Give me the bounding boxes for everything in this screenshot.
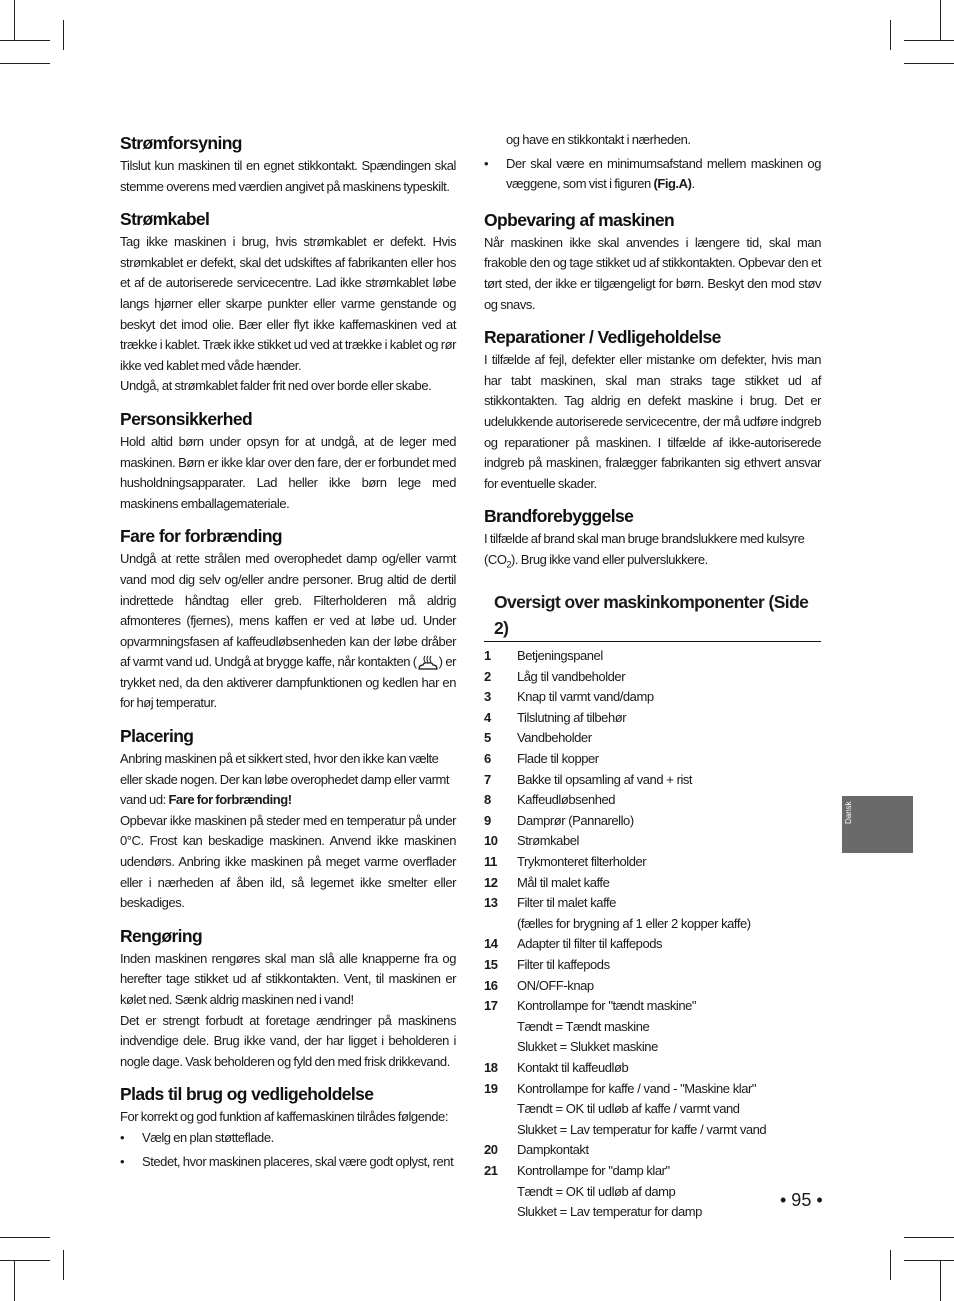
section-text-brandforebyggelse [484, 529, 821, 575]
section-text-plads: For korrekt og god funktion af kaffemaskinen tilrådes følgende: [120, 1109, 448, 1125]
part-line: Trykmonteret filterholder [517, 854, 647, 870]
crop-mark [890, 20, 891, 50]
figure-reference: (Fig.A) [653, 176, 692, 192]
part-line: Dampkontakt [517, 1142, 589, 1158]
section-text-stromkabel-2: Undgå, at strømkablet falder frit ned over borde eller skabe. [120, 378, 432, 394]
part-description [517, 728, 766, 749]
crop-mark [940, 0, 941, 40]
part-line: Kontrollampe for "tændt maskine" [517, 998, 697, 1014]
section-title-rengoring: Rengøring [120, 925, 203, 946]
part-description [517, 1079, 766, 1141]
part-description [517, 934, 766, 955]
part-number: 21 [484, 1162, 498, 1178]
parts-row [484, 708, 766, 729]
overview-title: Oversigt over maskinkomponenter (Side 2) [484, 589, 821, 642]
part-line: Tændt = Tændt maskine [517, 1018, 650, 1034]
text-part: Der skal være en minimumsafstand mellem maskinen og væggene, som vist i figuren [506, 155, 821, 192]
parts-row [484, 646, 766, 667]
parts-row [484, 790, 766, 811]
part-number: 19 [484, 1080, 498, 1096]
part-description [517, 770, 766, 791]
parts-row [484, 770, 766, 791]
parts-row [484, 955, 766, 976]
part-number: 18 [484, 1059, 498, 1075]
part-number: 20 [484, 1142, 498, 1158]
part-description [517, 1161, 766, 1223]
crop-mark [0, 63, 50, 64]
part-description [517, 1140, 766, 1161]
left-column [120, 130, 456, 1175]
part-line: ON/OFF-knap [517, 977, 594, 993]
section-text-opbevaring: Når maskinen ikke skal anvendes i længere tid, skal man frakoble den og tage stikket ud af stikkontakten. Opbevar den et tørt sted, der ikke er tilgængeligt for børn. Beskyt den mod støv og snavs. [484, 234, 821, 312]
parts-row [484, 687, 766, 708]
part-number: 14 [484, 936, 498, 952]
section-title-opbevaring: Opbevaring af maskinen [484, 209, 675, 230]
crop-mark [63, 20, 64, 50]
parts-list [484, 646, 766, 1223]
steam-switch-icon [417, 654, 439, 672]
part-description [517, 749, 766, 770]
part-number: 5 [484, 730, 491, 746]
part-number: 9 [484, 812, 491, 828]
part-line: Slukket = Slukket maskine [517, 1039, 658, 1055]
section-text-rengoring: Inden maskinen rengøres skal man slå alle knapperne fra og herefter tage stikket ud af stikkontakten. Vent, til maskinen er kølet ned. Sænk aldrig maskinen ned i vand! [120, 950, 456, 1007]
part-number: 11 [484, 854, 497, 870]
right-column [484, 130, 821, 1223]
section-text-placering-2: Opbevar ikke maskinen på steder med en temperatur på under 0°C. Frost kan beskadige maskinen. Anvend ikke maskinen udendørs. Anbring ikke maskinen på meget varme overflader eller i nærheden af åben ild, så legemet ikke smelter eller beskadiges. [120, 812, 456, 911]
section-title-placering: Placering [120, 726, 194, 747]
section-text-stromforsyning: Tilslut kun maskinen til en egnet stikkontakt. Spændingen skal stemme overens med værdien angivet på maskinens typeskilt. [120, 158, 456, 194]
part-description [517, 873, 766, 894]
part-description [517, 1058, 766, 1079]
part-number: 8 [484, 792, 491, 808]
part-description [517, 976, 766, 997]
language-tab [842, 796, 913, 853]
parts-row [484, 749, 766, 770]
parts-row [484, 873, 766, 894]
part-line: Betjeningspanel [517, 648, 603, 664]
part-description [517, 646, 766, 667]
part-number: 2 [484, 668, 491, 684]
part-description [517, 893, 766, 934]
list-item: • Vælg en plan støtteflade. [120, 1128, 456, 1149]
text-part: . [691, 176, 695, 192]
part-description [517, 852, 766, 873]
warning-bold: Fare for forbrænding! [168, 792, 292, 808]
subscript: 2 [506, 559, 512, 570]
text-part: Undgå at rette strålen med overophedet damp og/eller varmt vand mod dig selv og/eller andre personer. Brug altid de dertil indrettede håndtag eller greb. Filterholderen må aldrig afmonteres (fjernes), mens kaffen er ved at løbe ud. Under opvarmningsfasen af kaffeudløbsenheden kan der løbe dråber af varmt vand ud. Undgå at brygge kaffe, når kontakten ( [120, 551, 456, 670]
language-tab-label: Dansk [844, 801, 853, 824]
crop-mark [14, 1261, 15, 1301]
part-description [517, 790, 766, 811]
section-title-personsikkerhed: Personsikkerhed [120, 408, 253, 429]
part-line: Knap til varmt vand/damp [517, 689, 654, 705]
section-text-placering [120, 749, 456, 811]
part-description [517, 708, 766, 729]
part-line: Mål til malet kaffe [517, 874, 610, 890]
part-line: Tændt = OK til udløb af damp [517, 1183, 676, 1199]
part-number: 3 [484, 689, 491, 705]
part-number: 1 [484, 648, 491, 664]
part-number: 6 [484, 751, 491, 767]
text-part: I tilfælde af brand skal man bruge brandslukkere med kulsyre (CO [484, 531, 805, 567]
part-line: Kaffeudløbsenhed [517, 792, 616, 808]
section-text-stromkabel: Tag ikke maskinen i brug, hvis strømkablet er defekt. Hvis strømkablet er defekt, skal det udskiftes af fabrikanten eller hos et af de autoriserede servicecentre. Lad ikke strømkablet løbe langs hjørner eller skarpe punkter eller varme genstande og beskyt det imod olie. Bær eller flyt ikke kaffemaskinen ved at trække i kablet. Træk ikke stikket ud ved at trække i kablet og rør ikke ved kablet med våde hænder. [120, 234, 456, 373]
part-line: Adapter til filter til kaffepods [517, 936, 663, 952]
part-number: 4 [484, 709, 491, 725]
crop-mark [0, 40, 50, 41]
list-item-continuation: og have en stikkontakt i nærheden. [506, 132, 691, 147]
part-number: 7 [484, 771, 491, 787]
part-number: 17 [484, 998, 498, 1014]
crop-mark [14, 0, 15, 40]
section-title-reparationer: Reparationer / Vedligeholdelse [484, 327, 721, 348]
part-description [517, 831, 766, 852]
part-number: 15 [484, 957, 498, 972]
part-description [517, 687, 766, 708]
parts-row [484, 893, 766, 934]
part-line: Tændt = OK til udløb af kaffe / varmt vand [517, 1101, 740, 1117]
section-text-personsikkerhed: Hold altid børn under opsyn for at undgå, at de leger med maskinen. Børn er ikke klar over den fare, der er forbundet med husholdningsapparater. Lad heller ikke børn lege med maskinens emballagemateriale. [120, 433, 456, 511]
list-item: • Stedet, hvor maskinen placeres, skal være godt oplyst, rent [120, 1152, 456, 1173]
part-line: Tilslutning af tilbehør [517, 709, 627, 725]
section-title-stromforsyning: Strømforsyning [120, 133, 242, 153]
parts-row [484, 1140, 766, 1161]
parts-row [484, 1079, 766, 1141]
crop-mark [904, 63, 954, 64]
part-line: Filter til kaffepods [517, 957, 610, 972]
section-text-fare-for-forbraending [120, 549, 456, 714]
text-part: ) er trykket ned, da den aktiverer dampfunktionen og kedlen har en for høj temperatur. [120, 654, 456, 711]
bullet-list [484, 154, 821, 195]
part-line: Damprør (Pannarello) [517, 812, 634, 828]
parts-row [484, 852, 766, 873]
text-part: Anbring maskinen på et sikkert sted, hvor den ikke kan vælte eller skade nogen. Der kan løbe overophedet damp eller varmt vand ud: [120, 751, 450, 808]
part-line: Kontrollampe for kaffe / vand - "Maskine klar" [517, 1080, 757, 1096]
part-line: Kontakt til kaffeudløb [517, 1059, 629, 1075]
parts-row [484, 1161, 766, 1223]
part-line: Flade til kopper [517, 751, 599, 767]
part-line: Filter til malet kaffe [517, 895, 616, 911]
part-number: 10 [484, 833, 498, 849]
parts-row [484, 976, 766, 997]
part-line: Bakke til opsamling af vand + rist [517, 771, 693, 787]
section-text-rengoring-2: Det er strengt forbudt at foretage ændringer på maskinens indvendige dele. Brug ikke vand, der har ligget i beholderen i nogle dage. Vask beholderen og fyld den med frisk drikkevand. [120, 1012, 456, 1069]
section-title-brandforebyggelse: Brandforebyggelse [484, 506, 634, 527]
parts-row [484, 996, 766, 1058]
part-line: Slukket = Lav temperatur for kaffe / varmt vand [517, 1121, 767, 1137]
part-number: 12 [484, 874, 498, 890]
bullet-list [120, 1128, 456, 1172]
section-text-reparationer: I tilfælde af fejl, defekter eller mistanke om defekter, hvis man har tabt maskinen, skal man straks tage stikket ud af stikkontakten. Tag aldrig en defekt maskine i brug. Det er udelukkende autoriserede servicecentre, der må udføre indgreb og reparationer på maskinen. I tilfælde af ikke-autoriserede indgreb på maskinen, fralægger fabrikanten sig ethvert ansvar for eventuelle skader. [484, 352, 821, 491]
crop-mark [0, 1237, 50, 1238]
section-title-stromkabel: Strømkabel [120, 209, 210, 230]
section-title-plads: Plads til brug og vedligeholdelse [120, 1084, 374, 1105]
part-line: Slukket = Lav temperatur for damp [517, 1204, 702, 1220]
crop-mark [904, 1237, 954, 1238]
list-item [484, 154, 821, 195]
page-number: • 95 • [780, 1190, 823, 1210]
part-description [517, 955, 766, 976]
text-part: ). Brug ikke vand eller pulverslukkere. [511, 551, 708, 567]
crop-mark [904, 40, 954, 41]
section-title-fare-for-forbraending: Fare for forbrænding [120, 526, 283, 547]
parts-row [484, 1058, 766, 1079]
parts-row [484, 934, 766, 955]
parts-row [484, 811, 766, 832]
parts-row [484, 831, 766, 852]
crop-mark [63, 1250, 64, 1280]
crop-mark [940, 1261, 941, 1301]
part-line: Vandbeholder [517, 730, 592, 746]
crop-mark [890, 1250, 891, 1280]
part-line: Strømkabel [517, 833, 579, 849]
part-line: (fælles for brygning af 1 eller 2 kopper kaffe) [517, 915, 751, 931]
part-description [517, 811, 766, 832]
part-description [517, 667, 766, 688]
part-description [517, 996, 766, 1058]
crop-mark [0, 1260, 50, 1261]
part-number: 13 [484, 895, 498, 911]
part-number: 16 [484, 977, 498, 993]
crop-mark [904, 1260, 954, 1261]
parts-row [484, 728, 766, 749]
parts-row [484, 667, 766, 688]
part-line: Låg til vandbeholder [517, 668, 626, 684]
part-line: Kontrollampe for "damp klar" [517, 1162, 670, 1178]
